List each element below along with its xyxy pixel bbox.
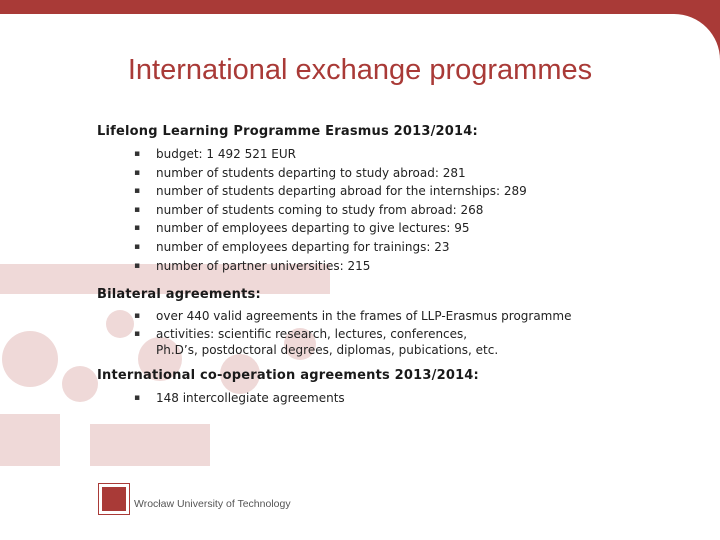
list-item: ▪ number of partner universities: 215	[156, 257, 697, 276]
section-heading: Bilateral agreements:	[97, 287, 261, 303]
bullet-list	[97, 308, 697, 358]
university-logo-icon	[98, 483, 130, 515]
section-heading: Lifelong Learning Programme Erasmus 2013/2014:	[97, 124, 478, 139]
list-item: ▪ number of employees departing for trainings: 23	[156, 238, 697, 257]
list-item: ▪ number of students coming to study from abroad: 268	[156, 201, 697, 220]
page-title: International exchange programmes	[127, 54, 593, 86]
section-international	[97, 368, 697, 408]
university-name: Wrocław University of Technology	[134, 498, 291, 510]
bullet-list	[97, 145, 697, 275]
bullet-list	[97, 389, 697, 408]
section-erasmus	[97, 124, 697, 275]
list-item: ▪ number of employees departing to give lectures: 95	[156, 219, 697, 238]
section-bilateral	[97, 287, 697, 358]
list-item: ▪ over 440 valid agreements in the frames of LLP-Erasmus programme	[156, 308, 697, 324]
section-heading: International co-operation agreements 2013/2014:	[97, 368, 479, 384]
list-item: ▪ activities: scientific research, lectures, conferences, Ph.D’s, postdoctoral degrees, diplomas, pubications, etc.	[156, 326, 506, 358]
list-item: ▪ budget: 1 492 521 EUR	[156, 145, 697, 164]
list-item: ▪ number of students departing abroad for the internships: 289	[156, 182, 697, 201]
list-item: ▪ number of students departing to study abroad: 281	[156, 164, 697, 183]
content-area	[97, 124, 697, 408]
slide-card	[0, 14, 720, 466]
list-item: ▪ 148 intercollegiate agreements	[156, 389, 697, 408]
